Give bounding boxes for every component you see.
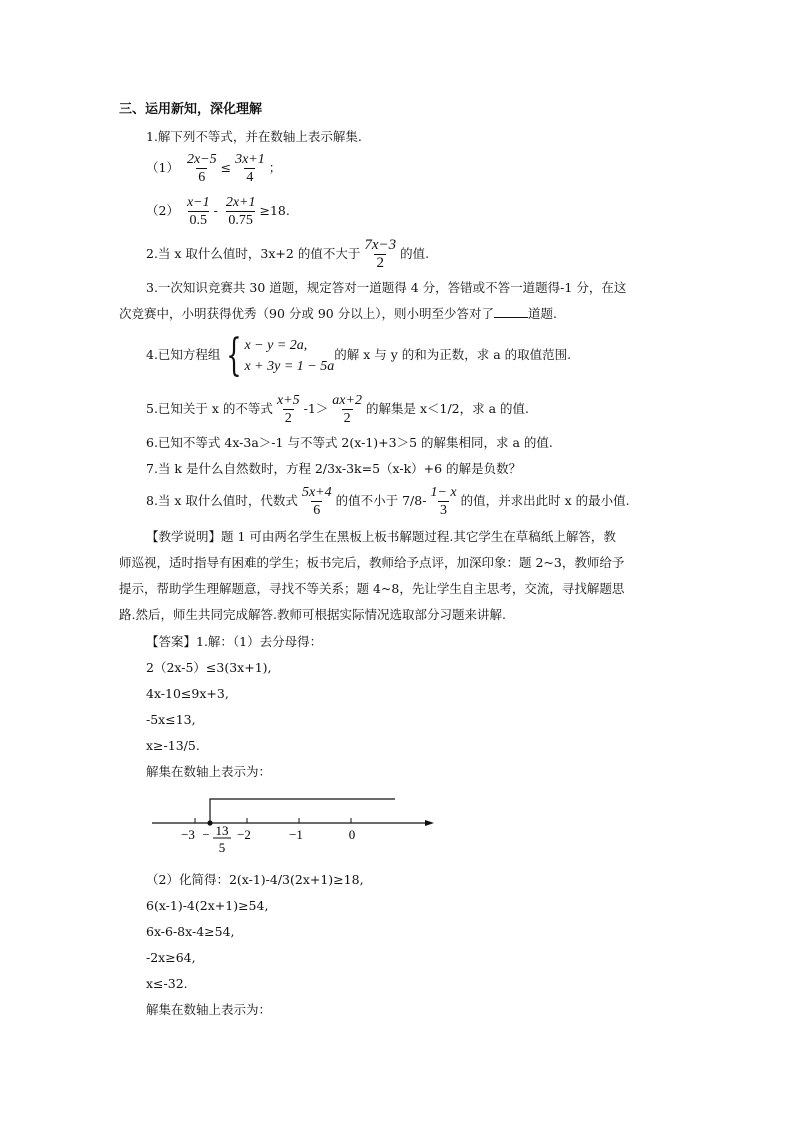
problem-1-2-label: （2） — [146, 203, 179, 218]
number-line — [140, 790, 440, 860]
numerator: 2x+1 — [225, 195, 256, 210]
fraction — [185, 151, 219, 186]
denominator: 6 — [198, 170, 206, 185]
tick-label: −2 — [237, 827, 251, 842]
problem-8-text: 8.当 x 取什么值时，代数式 — [146, 493, 298, 508]
equation-2: x + 3y = 1 − 5a — [244, 358, 335, 374]
operator: - — [213, 203, 218, 218]
answer-step: 6(x-1)-4(2x+1)≥54, — [146, 898, 269, 913]
fraction — [233, 151, 267, 186]
fraction — [224, 194, 258, 229]
teaching-note-line-1: 【教学说明】题 1 可由两名学生在黑板上板书解题过程.其它学生在草稿纸上解答，教 — [146, 529, 616, 544]
problem-7: 7.当 k 是什么自然数时，方程 2/3x-3k=5（x-k）+6 的解是负数？ — [146, 461, 522, 476]
problem-4 — [146, 329, 572, 381]
answer-blank — [494, 305, 528, 318]
answer-head: 【答案】1.解：（1）去分母得： — [146, 634, 323, 649]
problem-1-1-label: （1） — [146, 160, 179, 175]
axis-arrow-icon — [425, 820, 434, 826]
fraction — [300, 484, 334, 519]
problem-1-1 — [146, 148, 281, 188]
problem-6: 6.已知不等式 4x-3a＞-1 与不等式 2(x-1)+3＞5 的解集相同，求 a 的值. — [146, 435, 553, 450]
problem-2-tail: 的值. — [400, 246, 430, 261]
denominator: 3 — [440, 503, 448, 518]
denominator: 2 — [343, 411, 351, 426]
teaching-note-line-4: 路.然后，师生共同完成解答.教师可根据实际情况选取部分习题来讲解. — [119, 607, 506, 622]
answer-step: -2x≥64, — [146, 950, 196, 965]
tick-label: −3 — [181, 827, 195, 842]
problem-5-tail: 的解集是 x＜1/2，求 a 的值. — [365, 401, 529, 416]
denominator: 6 — [313, 503, 321, 518]
numerator: 1− x — [430, 485, 457, 500]
problem-8-mid: 的值不小于 7/8- — [335, 493, 427, 508]
numerator: 3x+1 — [235, 152, 265, 167]
problem-1-intro: 1.解下列不等式，并在数轴上表示解集. — [146, 129, 362, 144]
problem-4-text: 4.已知方程组 — [146, 347, 221, 362]
solution-set-bracket — [210, 799, 395, 823]
problem-5-text: 5.已知关于 x 的不等式 — [146, 401, 273, 416]
numberline-caption-2: 解集在数轴上表示为： — [146, 1002, 272, 1017]
numerator: 5x+4 — [301, 485, 332, 500]
marked-denominator: 5 — [218, 840, 226, 855]
brace-icon: { — [226, 329, 243, 381]
fraction — [275, 392, 302, 427]
problem-3-line-2 — [119, 305, 557, 322]
equation-1: x − y = 2a, — [244, 337, 308, 353]
problem-4-tail: 的解 x 与 y 的和为正数，求 a 的取值范围. — [334, 347, 572, 362]
answer-step: 2（2x-5）≤3(3x+1), — [146, 660, 272, 675]
problem-3-line-1: 3.一次知识竞赛共 30 道题，规定答对一道题得 4 分，答错或不答一道题得-1 分，在这 — [146, 280, 627, 295]
tick-label: −1 — [289, 827, 303, 842]
denominator: 0.5 — [189, 213, 208, 228]
fraction — [330, 392, 364, 427]
problem-1-2 — [146, 191, 290, 231]
problem-3-tail: 道题. — [527, 306, 557, 321]
marked-numerator: 13 — [215, 823, 229, 838]
answer-step: -5x≤13, — [146, 712, 196, 727]
problem-8-tail: 的值，并求出此时 x 的最小值. — [460, 493, 630, 508]
problem-2-text: 2.当 x 取什么值时，3x+2 的值不大于 — [146, 246, 361, 261]
numberline-caption: 解集在数轴上表示为： — [146, 764, 272, 779]
numerator: x+5 — [276, 393, 300, 408]
teaching-note-line-2: 师巡视，适时指导有困难的学生；板书完后，教师给予点评，加深印象：题 2~3，教师给予 — [119, 555, 625, 570]
tick-label: 0 — [348, 827, 356, 842]
section-title: 三、运用新知，深化理解 — [119, 102, 263, 117]
fraction — [428, 484, 458, 519]
denominator: 2 — [376, 255, 384, 271]
fraction — [185, 194, 212, 229]
numerator: ax+2 — [332, 393, 362, 408]
punctuation: ； — [268, 160, 282, 175]
problem-8 — [146, 481, 630, 521]
answer-step: x≥-13/5. — [146, 738, 200, 753]
operator: ≤ — [220, 160, 232, 175]
answer-step: 6x-6-8x-4≥54, — [146, 924, 235, 939]
fraction — [362, 237, 398, 272]
problem-3-text: 次竞赛中，小明获得优秀（90 分或 90 分以上），则小明至少答对了 — [119, 306, 494, 321]
numerator: x−1 — [186, 195, 210, 210]
closed-endpoint-dot — [207, 820, 212, 825]
punctuation: ≥18. — [259, 203, 290, 218]
answer-head-2: （2）化简得：2(x-1)-4/3(2x+1)≥18, — [146, 872, 364, 887]
answer-step: 4x-10≤9x+3, — [146, 686, 229, 701]
answer-step: x≤-32. — [146, 976, 188, 991]
equation-system — [220, 329, 335, 381]
teaching-note-line-3: 提示，帮助学生理解题意，寻找不等关系；题 4~8，先让学生自主思考，交流，寻找解题思 — [119, 581, 625, 596]
numerator: 2x−5 — [186, 152, 217, 167]
denominator: 0.75 — [228, 213, 253, 228]
numerator: 7x−3 — [364, 237, 397, 253]
problem-2 — [146, 234, 429, 274]
problem-5 — [146, 389, 529, 429]
problem-5-mid: -1＞ — [303, 401, 329, 416]
denominator: 2 — [284, 411, 292, 426]
marked-sign: − — [202, 827, 210, 842]
denominator: 4 — [246, 170, 254, 185]
